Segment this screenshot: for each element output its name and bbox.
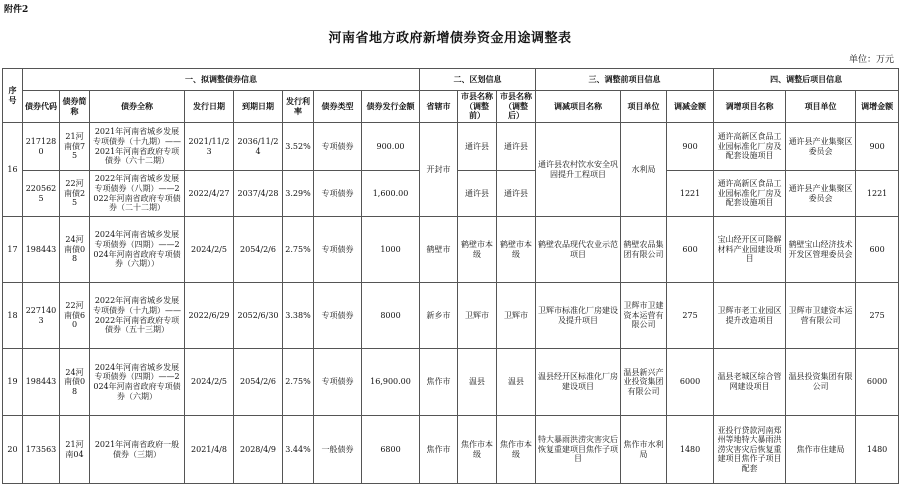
bond-short-cell: 22河南债25 — [60, 171, 90, 217]
reduce-unit-cell: 卫辉市卫建资本运营有限公司 — [621, 283, 667, 349]
bond-code-cell: 198443 — [23, 217, 60, 283]
table-row — [3, 217, 899, 283]
amount-cell: 1000 — [362, 217, 420, 283]
bond-full-cell: 2021年河南省政府一般债券（三期） — [90, 416, 185, 484]
header-bond-full: 债券全称 — [90, 91, 185, 123]
add-amount-cell: 1221 — [856, 171, 899, 217]
add-project-cell: 宝山经开区可降解材料产业园建设项目 — [714, 217, 786, 283]
header-due-date: 到期日期 — [234, 91, 283, 123]
city-cell: 鹤壁市 — [420, 217, 458, 283]
rate-cell: 3.52% — [283, 123, 314, 171]
reduce-unit-cell: 水利局 — [621, 123, 667, 217]
rate-cell: 3.38% — [283, 283, 314, 349]
header-rate: 发行利率 — [283, 91, 314, 123]
add-amount-cell: 1480 — [856, 416, 899, 484]
header-add-amount: 调增金额 — [856, 91, 899, 123]
reduce-project-cell: 卫辉市标准化厂房建设及提升项目 — [536, 283, 621, 349]
table-row — [3, 349, 899, 416]
amount-cell: 6800 — [362, 416, 420, 484]
due-date-cell: 2052/6/30 — [234, 283, 283, 349]
bond-short-cell: 22河南债60 — [60, 283, 90, 349]
reduce-project-cell: 通许县农村饮水安全巩固提升工程项目 — [536, 123, 621, 217]
reduce-amount-cell: 275 — [667, 283, 714, 349]
add-amount-cell: 275 — [856, 283, 899, 349]
amount-cell: 16,900.00 — [362, 349, 420, 416]
reduce-amount-cell: 600 — [667, 217, 714, 283]
bond-full-cell: 2022年河南省城乡发展专项债券（十九期）——2022年河南省政府专项债券（五十三期） — [90, 283, 185, 349]
header-bond-code: 债券代码 — [23, 91, 60, 123]
add-amount-cell: 6000 — [856, 349, 899, 416]
seq-cell: 17 — [3, 217, 23, 283]
county-after-cell: 鹤壁市本级 — [497, 217, 536, 283]
seq-cell: 20 — [3, 416, 23, 484]
city-cell: 焦作市 — [420, 349, 458, 416]
add-unit-cell: 鹤壁宝山经济技术开发区管理委员会 — [786, 217, 856, 283]
county-after-cell: 通许县 — [497, 123, 536, 171]
bond-code-cell: 173563 — [23, 416, 60, 484]
bond-code-cell: 2205625 — [23, 171, 60, 217]
bond-short-cell: 24河南债08 — [60, 349, 90, 416]
issue-date-cell: 2024/2/5 — [185, 217, 234, 283]
bond-type-cell: 专项债券 — [314, 349, 362, 416]
header-seq: 序号 — [3, 69, 23, 123]
header-group-bond: 一、拟调整债券信息 — [23, 69, 420, 91]
bond-type-cell: 专项债券 — [314, 283, 362, 349]
reduce-unit-cell: 鹤壁农品集团有限公司 — [621, 217, 667, 283]
reduce-amount-cell: 1480 — [667, 416, 714, 484]
amount-cell: 8000 — [362, 283, 420, 349]
rate-cell: 2.75% — [283, 349, 314, 416]
header-county-after: 市县名称（调整后） — [497, 91, 536, 123]
header-county-before: 市县名称（调整前） — [458, 91, 497, 123]
add-unit-cell: 温县投资集团有限公司 — [786, 349, 856, 416]
bond-short-cell: 24河南债08 — [60, 217, 90, 283]
add-amount-cell: 900 — [856, 123, 899, 171]
unit-note: 单位：万元 — [848, 55, 894, 65]
seq-cell: 16 — [3, 123, 23, 217]
reduce-amount-cell: 6000 — [667, 349, 714, 416]
bond-type-cell: 专项债券 — [314, 217, 362, 283]
add-project-cell: 通许高新区食品工业园标准化厂房及配套设施项目 — [714, 123, 786, 171]
due-date-cell: 2037/4/28 — [234, 171, 283, 217]
reduce-project-cell: 温县经开区标准化厂房建设项目 — [536, 349, 621, 416]
reduce-project-cell: 鹤壁农品现代农业示范项目 — [536, 217, 621, 283]
due-date-cell: 2036/11/24 — [234, 123, 283, 171]
add-project-cell: 卫辉市老工业园区提升改造项目 — [714, 283, 786, 349]
header-add-unit: 项目单位 — [786, 91, 856, 123]
header-reduce-amount: 调减金额 — [667, 91, 714, 123]
bond-short-cell: 21河南04 — [60, 416, 90, 484]
add-unit-cell: 焦作市住建局 — [786, 416, 856, 484]
bond-code-cell: 198443 — [23, 349, 60, 416]
header-group-after: 四、调整后项目信息 — [714, 69, 899, 91]
county-before-cell: 鹤壁市本级 — [458, 217, 497, 283]
due-date-cell: 2054/2/6 — [234, 349, 283, 416]
add-project-cell: 温县老城区综合管网建设项目 — [714, 349, 786, 416]
table-row — [3, 283, 899, 349]
header-amount: 债券发行金额 — [362, 91, 420, 123]
issue-date-cell: 2021/11/23 — [185, 123, 234, 171]
header-group-before: 三、调整前项目信息 — [536, 69, 714, 91]
amount-cell: 1,600.00 — [362, 171, 420, 217]
rate-cell: 2.75% — [283, 217, 314, 283]
add-unit-cell: 通许县产业集聚区委员会 — [786, 123, 856, 171]
reduce-project-cell: 特大暴雨洪涝灾害灾后恢复重建项目焦作子项目 — [536, 416, 621, 484]
city-cell: 新乡市 — [420, 283, 458, 349]
table-header — [3, 69, 899, 123]
bond-full-cell: 2021年河南省城乡发展专项债券（十九期）——2021年河南省政府专项债券（六十二期） — [90, 123, 185, 171]
add-amount-cell: 600 — [856, 217, 899, 283]
rate-cell: 3.29% — [283, 171, 314, 217]
due-date-cell: 2028/4/9 — [234, 416, 283, 484]
header-add-project: 调增项目名称 — [714, 91, 786, 123]
header-reduce-project: 调减项目名称 — [536, 91, 621, 123]
add-project-cell: 通许高新区食品工业园标准化厂房及配套设施项目 — [714, 171, 786, 217]
county-after-cell: 卫辉市 — [497, 283, 536, 349]
city-cell: 焦作市 — [420, 416, 458, 484]
add-project-cell: 亚投行贷款河南郑州等地特大暴雨洪涝灾害灾后恢复重建项目焦作子项目配套 — [714, 416, 786, 484]
header-bond-type: 债券类型 — [314, 91, 362, 123]
add-unit-cell: 卫辉市卫建资本运营有限公司 — [786, 283, 856, 349]
table-row — [3, 416, 899, 484]
header-group-region: 二、区划信息 — [420, 69, 536, 91]
header-issue-date: 发行日期 — [185, 91, 234, 123]
issue-date-cell: 2022/6/29 — [185, 283, 234, 349]
due-date-cell: 2054/2/6 — [234, 217, 283, 283]
amount-cell: 900.00 — [362, 123, 420, 171]
county-before-cell: 焦作市本级 — [458, 416, 497, 484]
header-column-row — [3, 91, 899, 123]
rate-cell: 3.44% — [283, 416, 314, 484]
reduce-amount-cell: 900 — [667, 123, 714, 171]
document-title: 河南省地方政府新增债券资金用途调整表 — [328, 31, 572, 46]
county-before-cell: 温县 — [458, 349, 497, 416]
city-cell: 开封市 — [420, 123, 458, 217]
county-before-cell: 卫辉市 — [458, 283, 497, 349]
attachment-label: 附件2 — [4, 5, 29, 15]
issue-date-cell: 2024/2/5 — [185, 349, 234, 416]
bond-type-cell: 一般债券 — [314, 416, 362, 484]
table-row — [3, 123, 899, 171]
bond-short-cell: 21河南债75 — [60, 123, 90, 171]
county-after-cell: 温县 — [497, 349, 536, 416]
bond-full-cell: 2024年河南省城乡发展专项债券（四期）——2024年河南省政府专项债券（六期）） — [90, 217, 185, 283]
seq-cell: 18 — [3, 283, 23, 349]
issue-date-cell: 2021/4/8 — [185, 416, 234, 484]
county-before-cell: 通许县 — [458, 171, 497, 217]
bond-type-cell: 专项债券 — [314, 123, 362, 171]
bond-full-cell: 2024年河南省城乡发展专项债券（四期）——2024年河南省政府专项债券（六期） — [90, 349, 185, 416]
reduce-unit-cell: 温县新兴产业投资集团有限公司 — [621, 349, 667, 416]
table-body — [3, 123, 899, 484]
header-reduce-unit: 项目单位 — [621, 91, 667, 123]
header-city: 省辖市 — [420, 91, 458, 123]
issue-date-cell: 2022/4/27 — [185, 171, 234, 217]
adjustment-table — [2, 68, 899, 484]
reduce-amount-cell: 1221 — [667, 171, 714, 217]
header-group-row — [3, 69, 899, 91]
county-before-cell: 通许县 — [458, 123, 497, 171]
bond-code-cell: 2171280 — [23, 123, 60, 171]
add-unit-cell: 通许县产业集聚区委员会 — [786, 171, 856, 217]
header-bond-short: 债券简称 — [60, 91, 90, 123]
bond-type-cell: 专项债券 — [314, 171, 362, 217]
county-after-cell: 通许县 — [497, 171, 536, 217]
county-after-cell: 焦作市本级 — [497, 416, 536, 484]
seq-cell: 19 — [3, 349, 23, 416]
bond-full-cell: 2022年河南省城乡发展专项债券（八期）——2022年河南省政府专项债券（二十二期） — [90, 171, 185, 217]
bond-code-cell: 2271403 — [23, 283, 60, 349]
reduce-unit-cell: 焦作市水利局 — [621, 416, 667, 484]
